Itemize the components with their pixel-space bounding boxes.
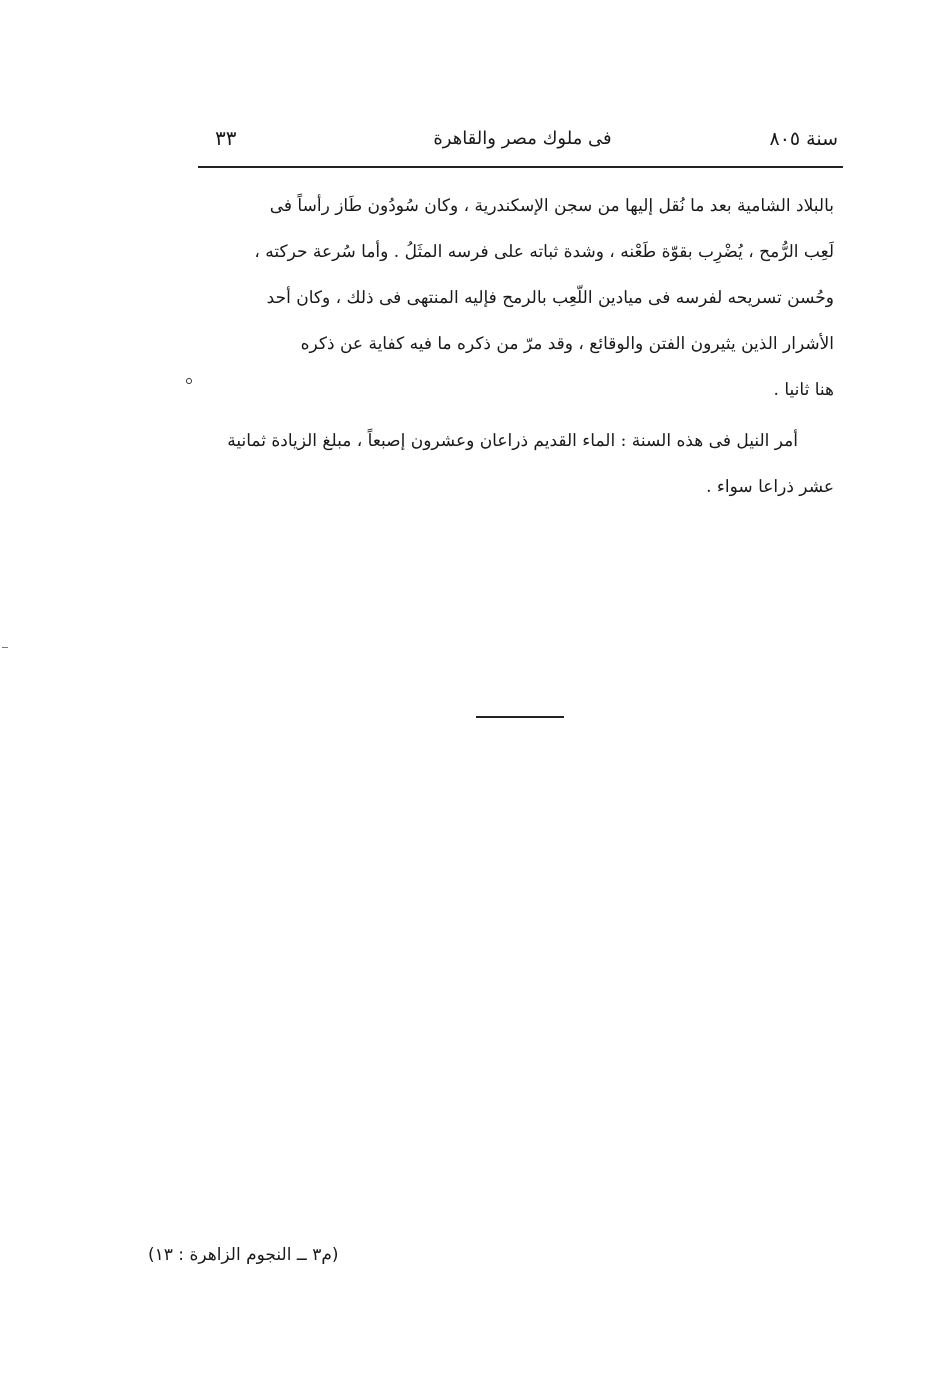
text-line: بالبلاد الشامية بعد ما نُقل إليها من سجن الإسكندرية ، وكان سُودُون طَاز رأساً فى [269, 196, 834, 216]
page-number: ٣٣ [215, 126, 237, 150]
text-line: عشر ذراعا سواء . [706, 477, 834, 497]
header-rule [198, 166, 843, 168]
footer-signature: (م٣ ــ النجوم الزاهرة : ١٣) [148, 1245, 339, 1265]
book-title: فى ملوك مصر والقاهرة [433, 128, 612, 149]
margin-dot [186, 378, 192, 384]
text-line: الأشرار الذين يثيرون الفتن والوقائع ، وقد مرّ من ذكره ما فيه كفاية عن ذكره [300, 334, 834, 354]
paragraph-1 [212, 183, 834, 413]
edge-mark [2, 647, 8, 648]
year-label: سنة ٨٠٥ [769, 128, 838, 150]
running-head [205, 126, 840, 158]
text-line: هنا ثانيا . [773, 380, 834, 400]
text-line: أمر النيل فى هذه السنة : الماء القديم ذراعان وعشرون إصبعاً ، مبلغ الزيادة ثمانية [227, 431, 798, 451]
section-end-rule [476, 716, 564, 718]
paragraph-2 [212, 418, 834, 510]
text-line: وحُسن تسريحه لفرسه فى ميادين اللّعِب بالرمح فإليه المنتهى فى ذلك ، وكان أحد [266, 288, 834, 308]
text-line: لَعِب الرُّمح ، يُضْرِب بقوّة طَعْنه ، وشدة ثباته على فرسه المثَلُ . وأما سُرعة حركته ، [254, 242, 834, 262]
